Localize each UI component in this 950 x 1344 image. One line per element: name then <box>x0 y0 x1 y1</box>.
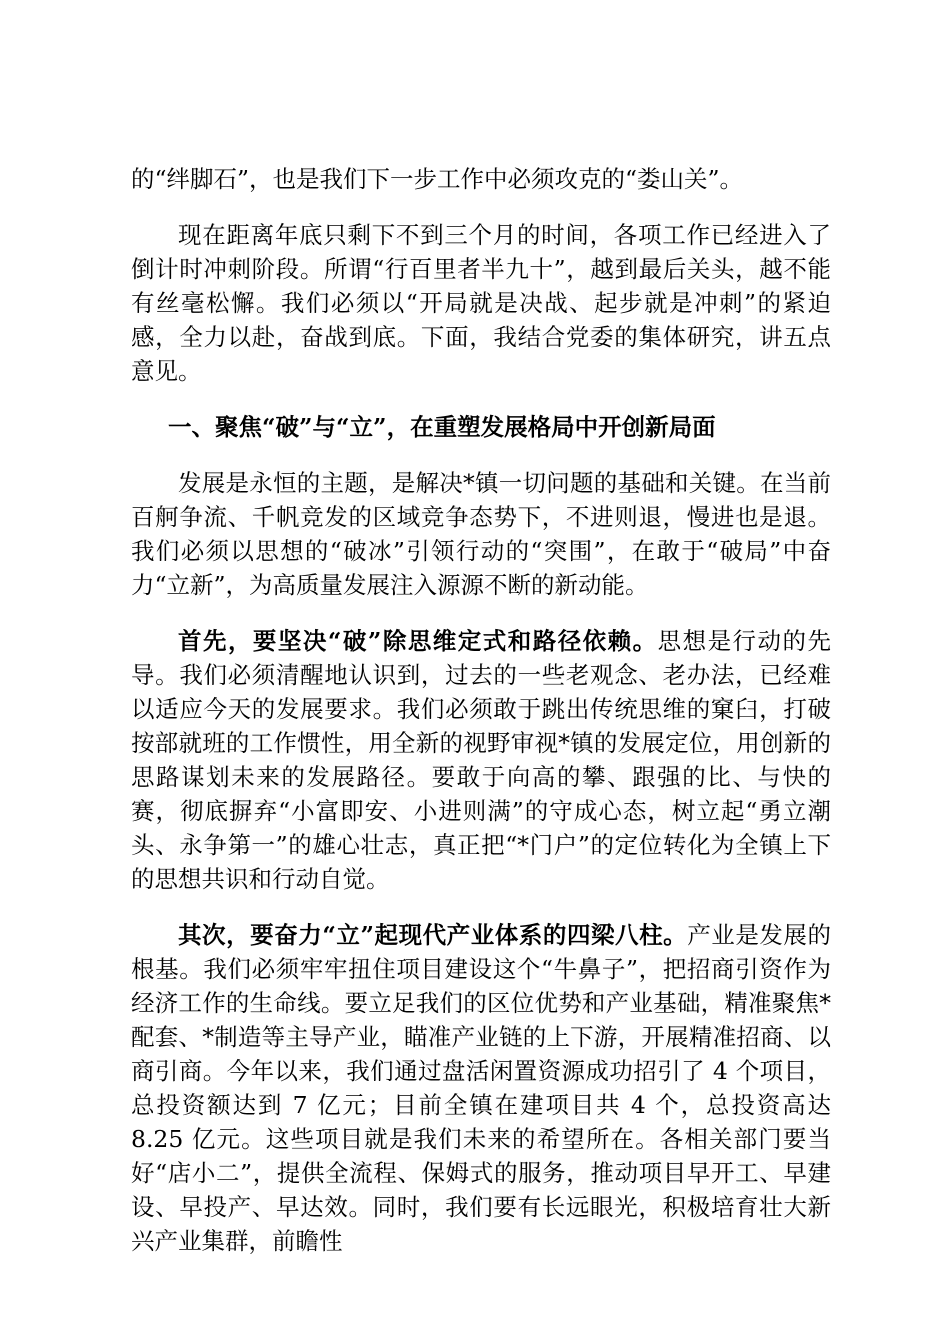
paragraph-build-industry <box>131 918 831 1258</box>
document-page <box>131 162 831 1258</box>
paragraph-lead-sentence: 其次，要奋力“立”起现代产业体系的四梁八柱。 <box>178 921 688 949</box>
paragraph-lead-sentence: 首先，要坚决“破”除思维定式和路径依赖。 <box>178 627 658 655</box>
section-heading-1: 一、聚焦“破”与“立”，在重塑发展格局中开创新局面 <box>168 413 716 441</box>
paragraph-intro: 现在距离年底只剩下不到三个月的时间，各项工作已经进入了倒计时冲刺阶段。所谓“行百里者半九十”，越到最后关头，越不能有丝毫松懈。我们必须以“开局就是决战、起步就是冲刺”的紧迫感，全力以赴，奋战到底。下面，我结合党委的集体研究，讲五点意见。 <box>131 221 831 385</box>
paragraph-body-text: 思想是行动的先导。我们必须清醒地认识到，过去的一些老观念、老办法，已经难以适应今天的发展要求。我们必须敢于跳出传统思维的窠臼，打破按部就班的工作惯性，用全新的视野审视*镇的发展定位，用创新的思路谋划未来的发展路径。要敢于向高的攀、跟强的比、与快的赛，彻底摒弃“小富即安、小进则满”的守成心态，树立起“勇立潮头、永争第一”的雄心壮志，真正把“*门户”的定位转化为全镇上下的思想共识和行动自觉。 <box>131 627 831 893</box>
paragraph-development: 发展是永恒的主题，是解决*镇一切问题的基础和关键。在当前百舸争流、千帆竞发的区域竞争态势下，不进则退，慢进也是退。我们必须以思想的“破冰”引领行动的“突围”，在敢于“破局”中奋力“立新”，为高质量发展注入源源不断的新动能。 <box>131 469 831 599</box>
paragraph-break-mindset <box>131 624 831 896</box>
paragraph-continuation: 的“绊脚石”，也是我们下一步工作中必须攻克的“娄山关”。 <box>131 165 744 193</box>
paragraph-body-text: 产业是发展的根基。我们必须牢牢扭住项目建设这个“牛鼻子”，把招商引资作为经济工作的生命线。要立足我们的区位优势和产业基础，精准聚焦*配套、*制造等主导产业，瞄准产业链的上下游，开展精准招商、以商引商。今年以来，我们通过盘活闲置资源成功招引了 4 个项目，总投资额达到 7 亿元；目前全镇在建项目共 4 个，总投资高达 8.25 亿元。这些项目就是我们未来的希望所在。各相关部门要当好“店小二”，提供全流程、保姆式的服务，推动项目早开工、早建设、早投产、早达效。同时，我们要有长远眼光，积极培育壮大新兴产业集群，前瞻性 <box>131 921 831 1255</box>
